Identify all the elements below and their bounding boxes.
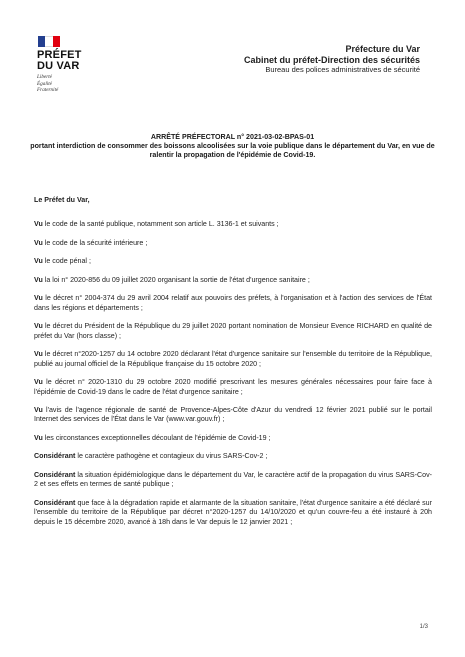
paragraph-text: le décret n°2020-1257 du 14 octobre 2020 déclarant l'état d'urgence sanitaire sur l'ensemble du territoire de la République, publié au journal officiel de la République française du 15 octobre 2020 ; [34, 350, 432, 368]
paragraph-lead: Considérant [34, 452, 76, 461]
logo-title [37, 50, 99, 72]
paragraph [34, 434, 432, 443]
paragraph-lead: Vu [34, 378, 43, 387]
document-body [34, 196, 432, 536]
paragraph-text: que face à la dégradation rapide et alarmante de la situation sanitaire, l'état d'urgence sanitaire a été déclaré sur l'ensemble du territoire de la République par décret n°2020-1257 du 14/10/2020 et qu'un couvre-feu a été instauré à 20h depuis le 15 décembre 2020, avancé à 18h dans le Var depuis le 12 janvier 2021 ; [34, 498, 432, 526]
paragraph-text: le caractère pathogène et contagieux du virus SARS-Cov-2 ; [75, 452, 268, 461]
intro-line: Le Préfet du Var, [34, 196, 90, 204]
document-title [30, 133, 435, 160]
arrete-number: ARRÊTÉ PRÉFECTORAL n° 2021-03-02-BPAS-01 [150, 133, 315, 141]
motto-egalite: Égalité [37, 80, 52, 87]
motto-fraternite: Fraternité [37, 87, 59, 93]
french-flag-icon [38, 36, 60, 47]
paragraph-text: le décret du Président de la République du 29 juillet 2020 portant nomination de Monsieur Evence RICHARD en qualité de préfet du Var (hors classe) ; [34, 322, 432, 340]
logo-motto [37, 74, 99, 94]
paragraph-lead: Vu [34, 294, 43, 303]
paragraph-lead: Vu [34, 406, 43, 415]
paragraph-lead: Considérant [34, 470, 76, 479]
paragraph-lead: Vu [34, 322, 43, 331]
logo-line2: DU VAR [37, 60, 80, 72]
header-block [244, 44, 420, 74]
prefet-logo [37, 36, 99, 94]
paragraph [34, 350, 432, 369]
header-prefecture: Préfecture du Var [345, 44, 420, 54]
paragraph [34, 257, 432, 266]
paragraph-text: le code de la sécurité intérieure ; [42, 238, 148, 247]
paragraph-text: la loi n° 2020-856 du 09 juillet 2020 organisant la sortie de l'état d'urgence sanitaire ; [42, 275, 310, 284]
paragraph-list [34, 220, 432, 527]
paragraph [34, 471, 432, 490]
paragraph-text: la situation épidémiologique dans le département du Var, le caractère actif de la propagation du virus SARS-Cov-2 et ses effets en termes de santé publique ; [34, 470, 432, 489]
paragraph [34, 294, 432, 313]
paragraph-text: les circonstances exceptionnelles découlant de l'épidémie de Covid-19 ; [42, 433, 271, 442]
paragraph [34, 276, 432, 285]
paragraph-lead: Considérant [34, 498, 76, 507]
paragraph-lead: Vu [34, 220, 43, 229]
paragraph-lead: Vu [34, 350, 43, 359]
paragraph [34, 452, 432, 461]
header-cabinet: Cabinet du préfet-Direction des sécurités [243, 54, 420, 65]
paragraph [34, 220, 432, 229]
logo-line1: PRÉFET [37, 49, 82, 61]
arrete-subject: portant interdiction de consommer des boissons alcoolisées sur la voie publique dans le département du Var, en vue de ralentir la propagation de l'épidémie de Covid-19. [30, 142, 435, 160]
page-number: 1/3 [419, 624, 428, 630]
paragraph [34, 499, 432, 527]
paragraph-text: le code pénal ; [42, 257, 91, 266]
paragraph-lead: Vu [34, 257, 43, 266]
paragraph-text: le décret n° 2004-374 du 29 avril 2004 relatif aux pouvoirs des préfets, à l'organisation et à l'action des services de l'État dans les régions et départements ; [34, 294, 432, 312]
paragraph [34, 406, 432, 425]
paragraph-text: l'avis de l'agence régionale de santé de Provence-Alpes-Côte d'Azur du vendredi 12 février 2021 publié sur le portail Internet des services de l'État dans le Var (www.var.gouv.fr) ; [34, 406, 432, 424]
paragraph [34, 239, 432, 248]
motto-liberte: Liberté [37, 74, 52, 80]
paragraph-lead: Vu [34, 275, 43, 284]
paragraph-lead: Vu [34, 238, 43, 247]
paragraph [34, 322, 432, 341]
paragraph-text: le code de la santé publique, notamment son article L. 3136-1 et suivants ; [42, 220, 279, 229]
paragraph [34, 378, 432, 397]
paragraph-text: le décret n° 2020-1310 du 29 octobre 2020 modifié prescrivant les mesures générales nécessaires pour faire face à l'épidémie de Covid-19 dans le cadre de l'état d'urgence sanitaire ; [34, 378, 432, 396]
header-bureau: Bureau des polices administratives de sécurité [265, 65, 420, 74]
paragraph-lead: Vu [34, 433, 43, 442]
